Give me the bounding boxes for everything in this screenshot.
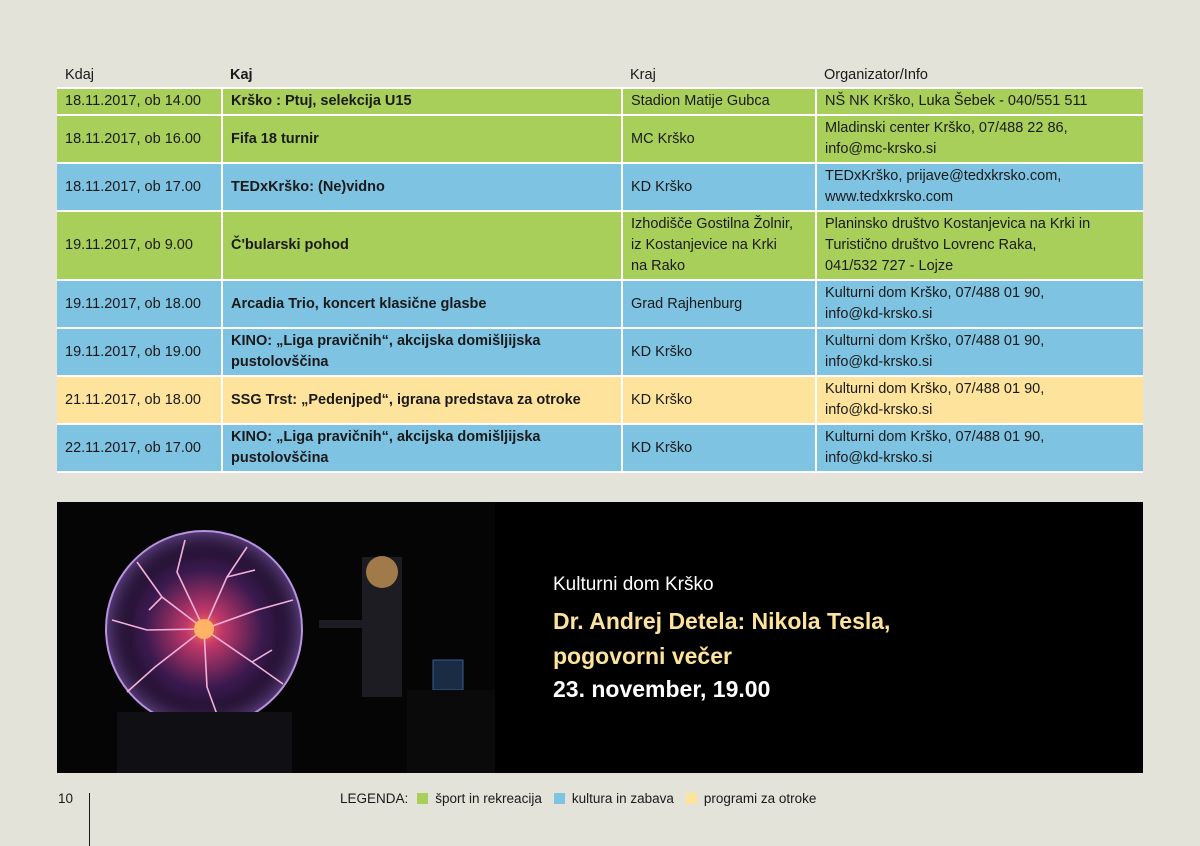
featured-title-line-2: pogovorni večer	[553, 643, 732, 669]
legend-item-sport: šport in rekreacija	[435, 791, 542, 806]
cell-where: MC Krško	[622, 115, 816, 163]
legend-item-kids: programi za otroke	[703, 791, 817, 806]
cell-what: Arcadia Trio, koncert klasične glasbe	[222, 280, 622, 328]
footer-divider	[89, 793, 90, 846]
table-row	[57, 280, 1143, 328]
cell-what: Fifa 18 turnir	[222, 115, 622, 163]
page-number: 10	[58, 791, 74, 806]
cell-when: 18.11.2017, ob 17.00	[57, 163, 222, 211]
header-when: Kdaj	[65, 66, 95, 83]
cell-when: 21.11.2017, ob 18.00	[57, 376, 222, 424]
cell-what: KINO: „Liga pravičnih“, akcijska domišljijska pustolovščina	[222, 424, 622, 472]
cell-what: Krško : Ptuj, selekcija U15	[222, 88, 622, 115]
cell-where: KD Krško	[622, 376, 816, 424]
events-table	[57, 62, 1143, 473]
legend-label: LEGENDA:	[340, 791, 409, 806]
legend-swatch-culture	[554, 793, 565, 804]
cell-info: NŠ NK Krško, Luka Šebek - 040/551 511	[816, 88, 1143, 115]
header-what: Kaj	[230, 66, 253, 83]
cell-when: 22.11.2017, ob 17.00	[57, 424, 222, 472]
legend-item-culture: kultura in zabava	[571, 791, 674, 806]
cell-when: 18.11.2017, ob 14.00	[57, 88, 222, 115]
cell-when: 19.11.2017, ob 19.00	[57, 328, 222, 376]
cell-when: 19.11.2017, ob 9.00	[57, 211, 222, 280]
cell-what: KINO: „Liga pravičnih“, akcijska domišljijska pustolovščina	[222, 328, 622, 376]
cell-when: 19.11.2017, ob 18.00	[57, 280, 222, 328]
cell-where: Stadion Matije Gubca	[622, 88, 816, 115]
cell-info: Planinsko društvo Kostanjevica na Krki in Turistično društvo Lovrenc Raka, 041/532 727 - Lojze	[816, 211, 1143, 280]
table-row	[57, 163, 1143, 211]
cell-where: KD Krško	[622, 328, 816, 376]
table-row	[57, 424, 1143, 472]
cell-info: Kulturni dom Krško, 07/488 01 90, info@kd-krsko.si	[816, 328, 1143, 376]
plasma-globe-photo	[57, 502, 495, 773]
table-row	[57, 88, 1143, 115]
table-row	[57, 376, 1143, 424]
featured-date: 23. november, 19.00	[553, 676, 771, 702]
featured-venue: Kulturni dom Krško	[553, 574, 714, 595]
cell-when: 18.11.2017, ob 16.00	[57, 115, 222, 163]
table-row	[57, 211, 1143, 280]
header-where: Kraj	[630, 66, 656, 83]
cell-info: Kulturni dom Krško, 07/488 01 90, info@kd-krsko.si	[816, 376, 1143, 424]
cell-info: Kulturni dom Krško, 07/488 01 90, info@kd-krsko.si	[816, 280, 1143, 328]
legend-swatch-sport	[417, 793, 428, 804]
cell-info: Mladinski center Krško, 07/488 22 86, info@mc-krsko.si	[816, 115, 1143, 163]
featured-event-text	[553, 574, 1113, 704]
featured-title-line-1: Dr. Andrej Detela: Nikola Tesla,	[553, 608, 891, 634]
cell-what: Č'bularski pohod	[222, 211, 622, 280]
cell-what: SSG Trst: „Pedenjped“, igrana predstava za otroke	[222, 376, 622, 424]
legend	[340, 791, 819, 806]
cell-info: TEDxKrško, prijave@tedxkrsko.com, www.tedxkrsko.com	[816, 163, 1143, 211]
featured-event	[57, 502, 1143, 773]
cell-what: TEDxKrško: (Ne)vidno	[222, 163, 622, 211]
table-body	[57, 88, 1143, 472]
table-row	[57, 115, 1143, 163]
cell-where: Izhodišče Gostilna Žolnir, iz Kostanjevice na Krki na Rako	[622, 211, 816, 280]
legend-swatch-kids	[686, 793, 697, 804]
cell-where: KD Krško	[622, 424, 816, 472]
header-info: Organizator/Info	[824, 66, 928, 83]
table-row	[57, 328, 1143, 376]
cell-where: KD Krško	[622, 163, 816, 211]
cell-info: Kulturni dom Krško, 07/488 01 90, info@kd-krsko.si	[816, 424, 1143, 472]
cell-where: Grad Rajhenburg	[622, 280, 816, 328]
table-header-row	[57, 62, 1143, 88]
